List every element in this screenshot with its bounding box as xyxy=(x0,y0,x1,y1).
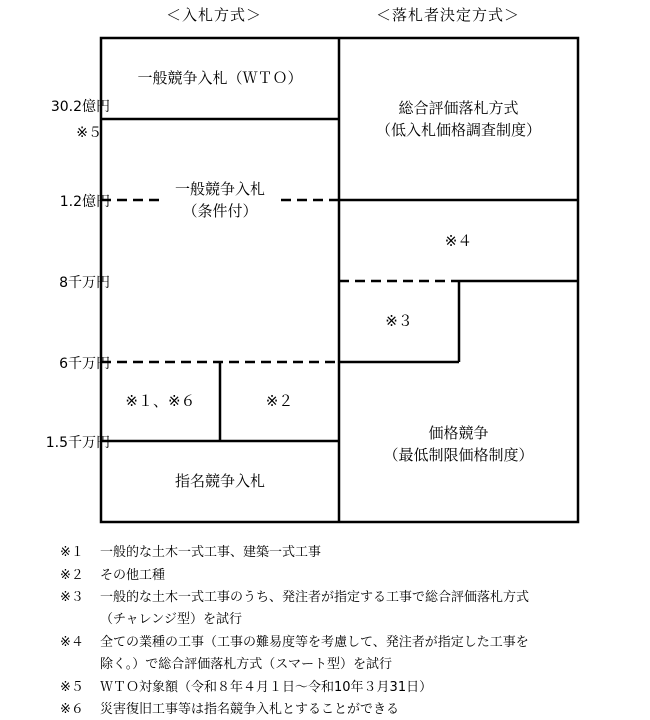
note-6-text: 災害復旧工事等は指名競争入札とすることができる xyxy=(100,702,400,717)
cell-designated-bid: 指名競争入札 xyxy=(174,472,265,490)
cell-note2: ※２ xyxy=(265,392,294,410)
cell-price-line1: 価格競争 xyxy=(428,424,489,442)
cell-general-bid-conditional xyxy=(101,178,339,222)
note-3-id: ※３ xyxy=(60,590,84,605)
cell-comprehensive-evaluation xyxy=(339,97,578,141)
award-method-header: ＜落札者決定方式＞ xyxy=(376,6,521,24)
note-3-text-line1: 一般的な土木一式工事のうち、発注者が指定する工事で総合評価落札方式 xyxy=(100,590,530,605)
note-4-text-line1: 全ての業種の工事（工事の難易度等を考慮して、発注者が指定した工事を xyxy=(100,635,529,650)
note-2-text: その他工種 xyxy=(100,568,166,583)
bidding-method-header: ＜入札方式＞ xyxy=(166,6,263,24)
cell-comprehensive-line2: （低入札価格調査制度） xyxy=(375,121,541,139)
cell-price-line2: （最低制限価格制度） xyxy=(383,446,534,464)
amount-1-2oku: 1.2億円 xyxy=(59,194,110,210)
amount-1-5senman: 1.5千万円 xyxy=(45,435,110,451)
amount-note5: ※５ xyxy=(76,125,102,141)
note-5-text: ＷＴＯ対象額（令和８年４月１日～令和10年３月31日） xyxy=(100,680,433,695)
cell-general-bid-wto: 一般競争入札（ＷＴＯ） xyxy=(137,69,303,87)
cell-comprehensive-line1: 総合評価落札方式 xyxy=(398,99,519,117)
cell-general-bid-conditional-line1: 一般競争入札 xyxy=(171,178,269,200)
note-1-id: ※１ xyxy=(60,545,84,560)
cell-price-competition xyxy=(339,422,578,466)
cell-note1-note6: ※１、※６ xyxy=(125,392,196,410)
note-4-id: ※４ xyxy=(60,635,84,650)
cell-general-bid-conditional-line2: （条件付） xyxy=(182,202,258,220)
note-2-id: ※２ xyxy=(60,568,84,583)
amount-30-2oku: 30.2億円 xyxy=(50,99,110,115)
amount-8senman: 8千万円 xyxy=(59,275,110,291)
amount-6senman: 6千万円 xyxy=(59,356,110,372)
cell-note4: ※４ xyxy=(444,232,473,250)
note-4-text-line2: 除く。）で総合評価落札方式（スマート型）を試行 xyxy=(100,657,392,672)
cell-note3: ※３ xyxy=(385,312,413,330)
note-5-id: ※５ xyxy=(60,680,84,695)
note-6-id: ※６ xyxy=(60,702,84,717)
note-1-text: 一般的な土木一式工事、建築一式工事 xyxy=(100,545,322,560)
note-3-text-line2: （チャレンジ型）を試行 xyxy=(100,612,242,627)
